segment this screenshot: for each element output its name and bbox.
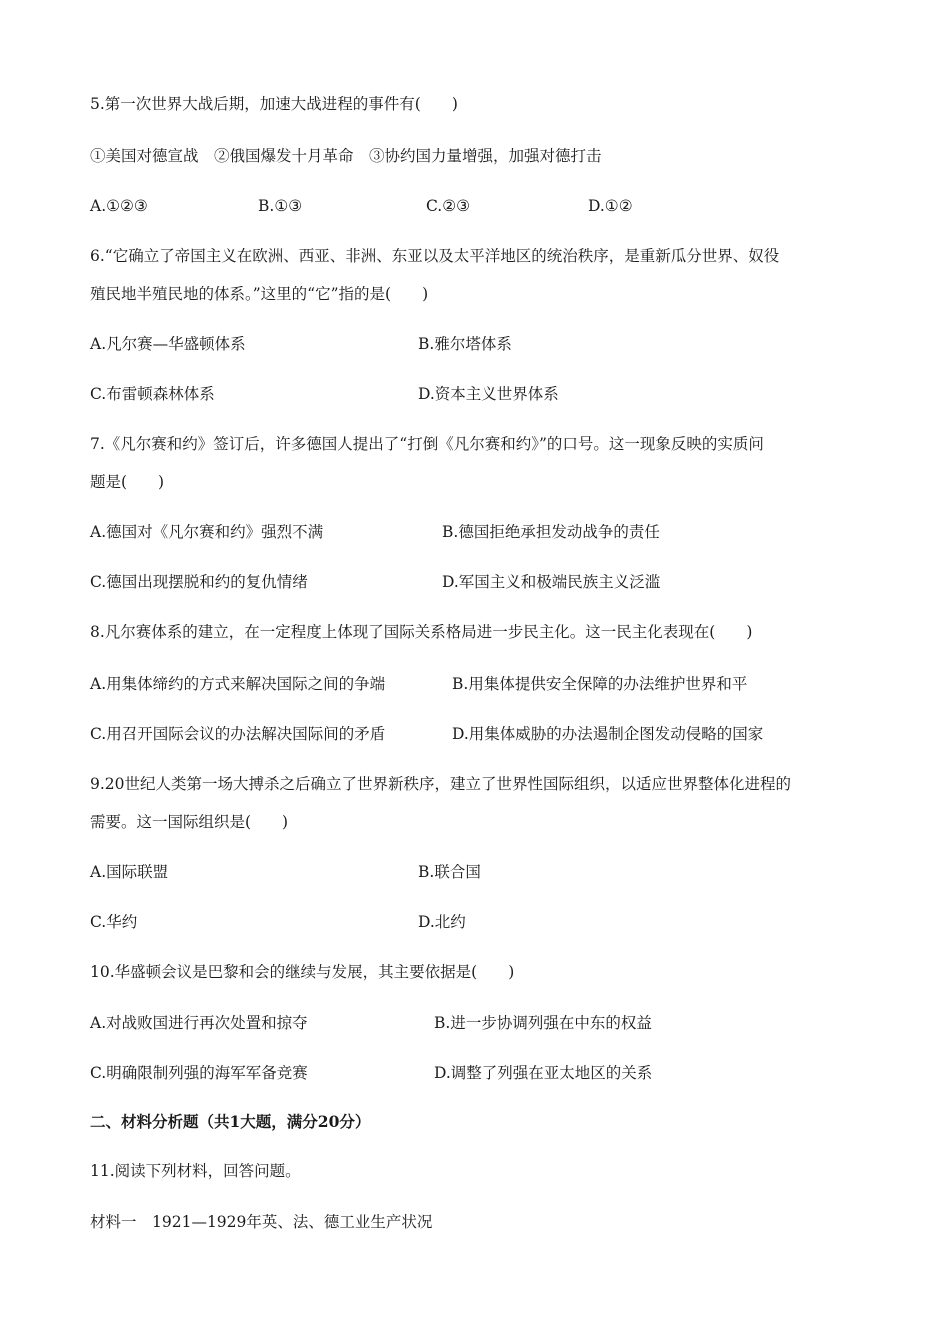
question-5-option-c: C.②③ xyxy=(426,197,471,215)
question-6-stem-line-2: 殖民地半殖民地的体系。”这里的“它”指的是( ) xyxy=(90,285,429,303)
question-5-option-d: D.①② xyxy=(588,197,633,215)
question-10-stem: 10.华盛顿会议是巴黎和会的继续与发展，其主要依据是( ) xyxy=(90,963,515,981)
question-10-option-c: C.明确限制列强的海军军备竞赛 xyxy=(90,1064,308,1082)
question-6-option-a: A.凡尔赛—华盛顿体系 xyxy=(90,335,246,353)
question-6-option-d: D.资本主义世界体系 xyxy=(418,385,559,403)
question-8-option-c: C.用召开国际会议的办法解决国际间的矛盾 xyxy=(90,725,386,743)
question-9-option-b: B.联合国 xyxy=(418,863,481,881)
question-7-option-a: A.德国对《凡尔赛和约》强烈不满 xyxy=(90,523,324,541)
question-6-option-c: C.布雷顿森林体系 xyxy=(90,385,215,403)
question-10-option-b: B.进一步协调列强在中东的权益 xyxy=(434,1014,652,1032)
question-5-stem: 5.第一次世界大战后期，加速大战进程的事件有( ) xyxy=(90,95,458,113)
question-10-option-d: D.调整了列强在亚太地区的关系 xyxy=(434,1064,653,1082)
question-7-option-b: B.德国拒绝承担发动战争的责任 xyxy=(442,523,660,541)
question-8-option-b: B.用集体提供安全保障的办法维护世界和平 xyxy=(452,675,748,693)
question-9-option-d: D.北约 xyxy=(418,913,466,931)
question-5-option-a: A.①②③ xyxy=(90,197,148,215)
question-5-option-b: B.①③ xyxy=(258,197,303,215)
question-5-statements: ①美国对德宣战 ②俄国爆发十月革命 ③协约国力量增强，加强对德打击 xyxy=(90,147,602,165)
section-two-heading: 二、材料分析题（共1大题，满分20分） xyxy=(90,1112,371,1131)
question-6-stem-line-1: 6.“它确立了帝国主义在欧洲、西亚、非洲、东亚以及太平洋地区的统治秩序，是重新瓜分世界、奴役 xyxy=(90,247,780,265)
question-6-option-b: B.雅尔塔体系 xyxy=(418,335,512,353)
question-7-stem-line-2: 题是( ) xyxy=(90,473,165,491)
question-8-option-d: D.用集体威胁的办法遏制企图发动侵略的国家 xyxy=(452,725,764,743)
question-9-stem-line-1: 9.20世纪人类第一场大搏杀之后确立了世界新秩序，建立了世界性国际组织，以适应世界整体化进程的 xyxy=(90,775,792,793)
question-7-stem-line-1: 7.《凡尔赛和约》签订后，许多德国人提出了“打倒《凡尔赛和约》”的口号。这一现象反映的实质问 xyxy=(90,435,764,453)
question-11-stem: 11.阅读下列材料，回答问题。 xyxy=(90,1162,301,1180)
question-9-option-a: A.国际联盟 xyxy=(90,863,169,881)
question-7-option-d: D.军国主义和极端民族主义泛滥 xyxy=(442,573,661,591)
question-8-option-a: A.用集体缔约的方式来解决国际之间的争端 xyxy=(90,675,386,693)
question-10-option-a: A.对战败国进行再次处置和掠夺 xyxy=(90,1014,308,1032)
question-9-option-c: C.华约 xyxy=(90,913,138,931)
question-7-option-c: C.德国出现摆脱和约的复仇情绪 xyxy=(90,573,308,591)
material-one-title: 材料一 1921—1929年英、法、德工业生产状况 xyxy=(90,1213,433,1231)
question-9-stem-line-2: 需要。这一国际组织是( ) xyxy=(90,813,289,831)
question-8-stem: 8.凡尔赛体系的建立，在一定程度上体现了国际关系格局进一步民主化。这一民主化表现在( ) xyxy=(90,623,753,641)
